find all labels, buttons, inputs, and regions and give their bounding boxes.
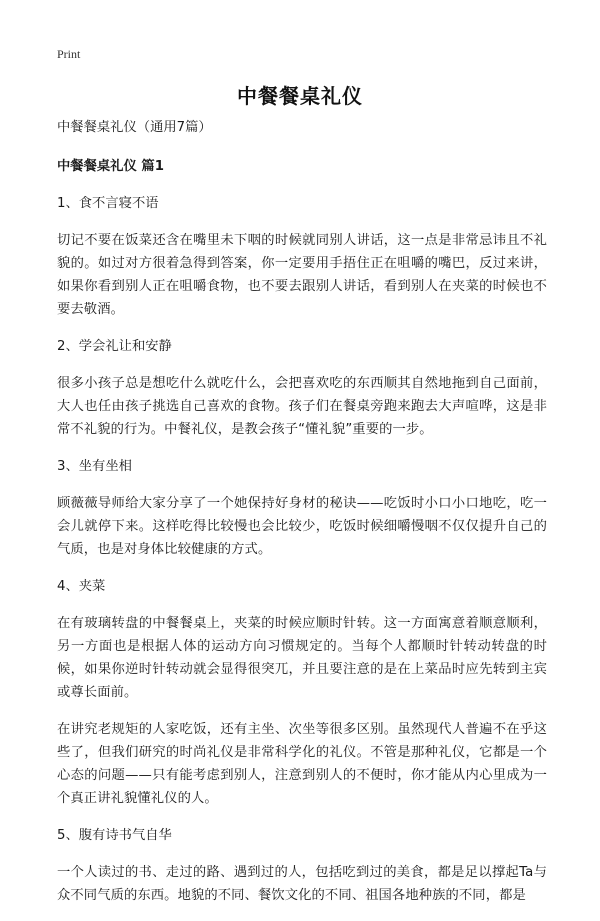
section-heading-2: 2、学会礼让和安静 — [57, 339, 172, 354]
section-heading-1: 1、食不言寝不语 — [57, 196, 159, 211]
section-heading-3: 3、坐有坐相 — [57, 459, 132, 474]
document-subtitle: 中餐餐桌礼仪（通用7篇） — [57, 120, 212, 135]
section-5-paragraph-1: 一个人读过的书、走过的路、遇到过的人，包括吃到过的美食，都是足以撑起Ta与众不同气质的东西。地貌的不同、餐饮文化的不同、祖国各地种族的不同，都是 — [57, 865, 547, 903]
page-title: 中餐餐桌礼仪 — [237, 84, 363, 108]
section-1-paragraph-1: 切记不要在饭菜还含在嘴里未下咽的时候就同别人讲话，这一点是非常忌讳且不礼貌的。如过对方很着急得到答案，你一定要用手捂住正在咀嚼的嘴巴，反过来讲，如果你看到别人正在咀嚼食物，也不要去跟别人讲话，看到别人在夹菜的时候也不要去敬酒。 — [57, 233, 547, 317]
print-label: Print — [57, 47, 81, 61]
document-body — [57, 116, 547, 921]
section-heading-4: 4、夹菜 — [57, 579, 106, 594]
part-heading: 中餐餐桌礼仪 篇1 — [57, 159, 164, 174]
section-heading-5: 5、腹有诗书气自华 — [57, 828, 172, 843]
section-3-paragraph-1: 顾薇薇导师给大家分享了一个她保持好身材的秘诀——吃饭时小口小口地吃，吃一会儿就停下来。这样吃得比较慢也会比较少，吃饭时候细嚼慢咽不仅仅提升自己的气质，也是对身体比较健康的方式。 — [57, 496, 547, 557]
section-4-paragraph-2: 在讲究老规矩的人家吃饭，还有主坐、次坐等很多区别。虽然现代人普遍不在乎这些了，但我们研究的时尚礼仪是非常科学化的礼仪。不管是那种礼仪，它都是一个心态的问题——只有能考虑到别人，注意到别人的不便时，你才能从内心里成为一个真正讲礼貌懂礼仪的人。 — [57, 722, 547, 806]
section-2-paragraph-1: 很多小孩子总是想吃什么就吃什么，会把喜欢吃的东西顺其自然地拖到自己面前，大人也任由孩子挑选自己喜欢的食物。孩子们在餐桌旁跑来跑去大声喧哗，这是非常不礼貌的行为。中餐礼仪，是教会孩子“懂礼貌”重要的一步。 — [57, 376, 547, 437]
section-4-paragraph-1: 在有玻璃转盘的中餐餐桌上，夹菜的时候应顺时针转。这一方面寓意着顺意顺利，另一方面也是根据人体的运动方向习惯规定的。当每个人都顺时针转动转盘的时候，如果你逆时针转动就会显得很突兀，并且要注意的是在上菜品时应先转到主宾或尊长面前。 — [57, 616, 547, 700]
